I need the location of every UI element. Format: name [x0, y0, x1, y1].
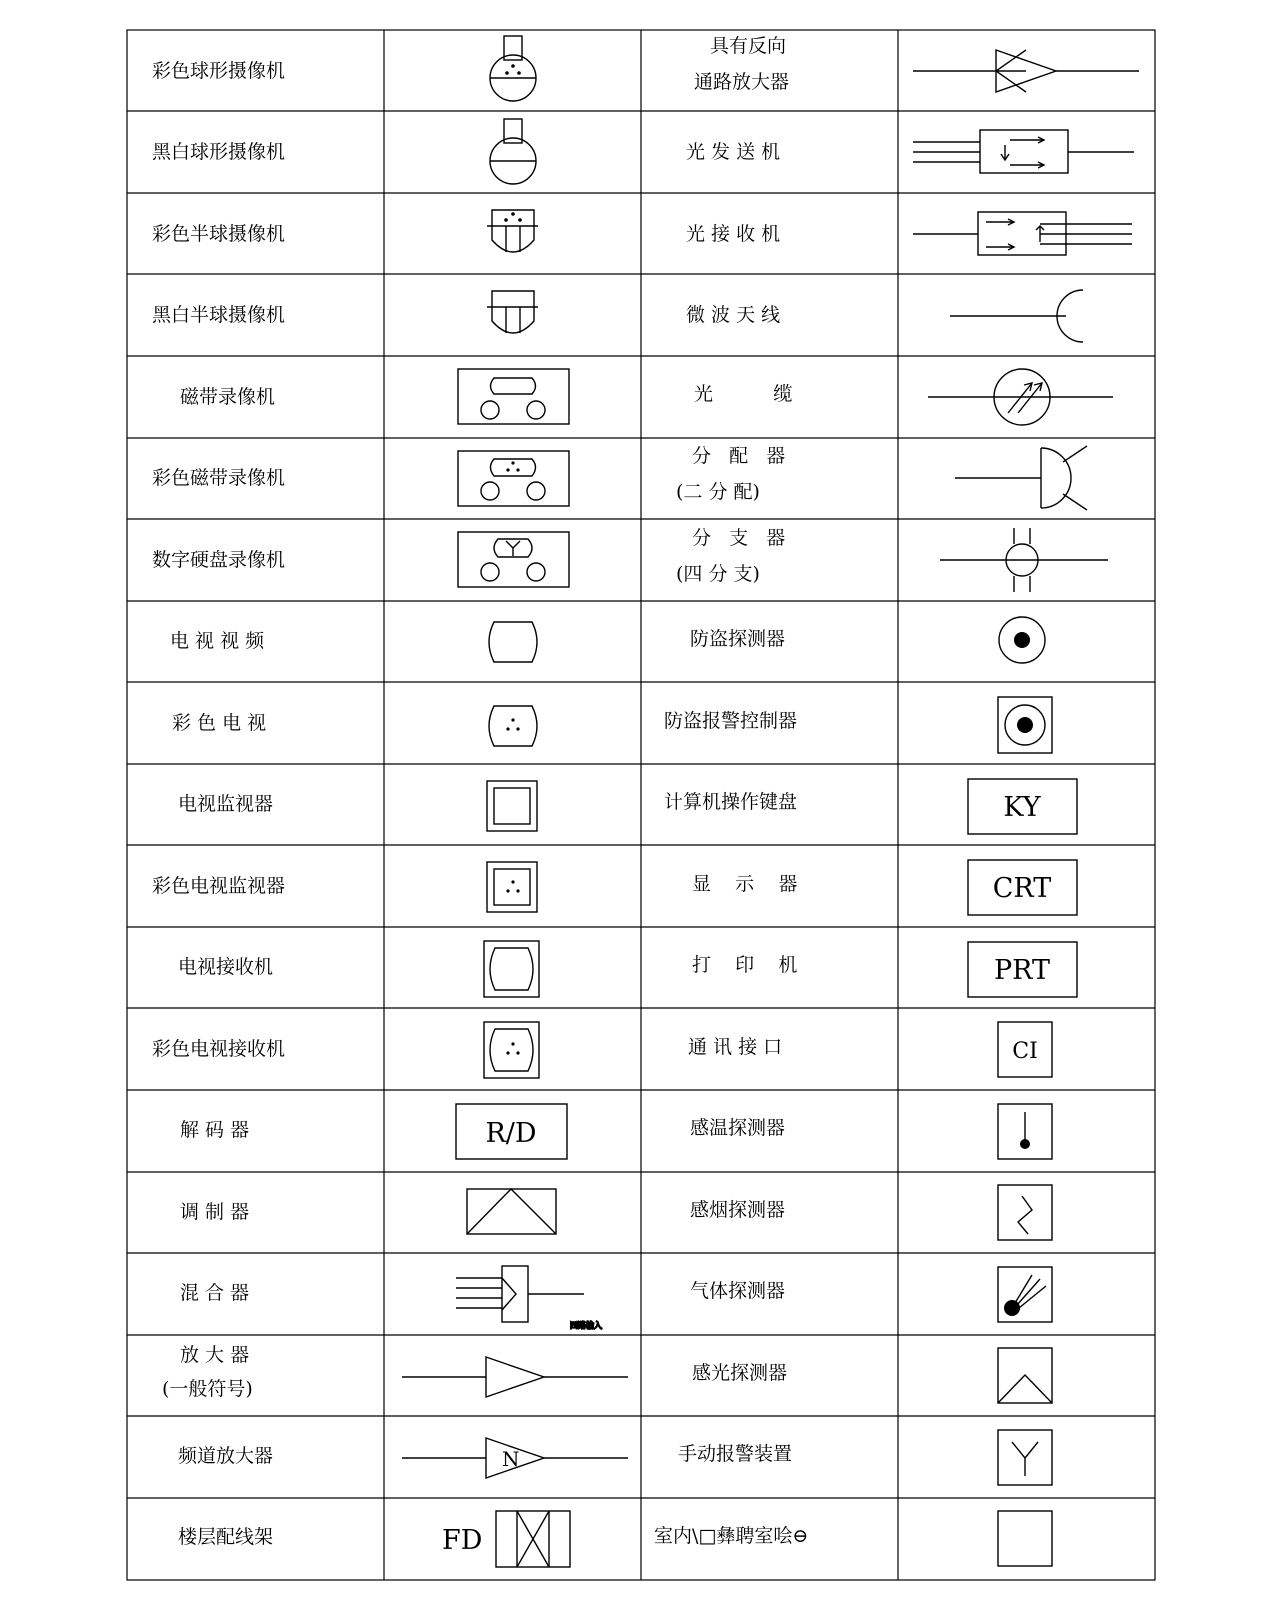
color-dome-camera-symbol	[490, 36, 536, 101]
label-channel-amplifier: 频道放大器	[178, 1445, 274, 1467]
alarm-controller-symbol	[998, 697, 1052, 753]
tv-video-symbol	[489, 622, 537, 662]
color-tv-receiver-symbol	[484, 1022, 539, 1078]
label-bw-dome-camera: 黑白球形摄像机	[152, 141, 286, 163]
label-display: 显 示 器	[692, 873, 798, 895]
label-splitter: 分 配 器	[692, 445, 786, 467]
label-digital-hdd-recorder: 数字硬盘录像机	[152, 549, 286, 571]
tap-symbol	[940, 528, 1108, 592]
decoder-symbol	[456, 1104, 567, 1159]
hdd-recorder-symbol	[458, 532, 569, 587]
tv-receiver-symbol	[484, 941, 539, 997]
smoke-detector-symbol	[998, 1185, 1052, 1240]
optical-receiver-symbol	[913, 212, 1132, 255]
reverse-amplifier-symbol	[913, 50, 1139, 92]
printer-code: PRT	[993, 955, 1051, 986]
label-reverse-amp-1: 具有反向	[710, 35, 787, 57]
label-reverse-amp-2: 通路放大器	[694, 71, 790, 93]
channel-amp-code: N	[502, 1447, 520, 1471]
label-tv-receiver: 电视接收机	[178, 956, 274, 978]
floor-frame-code: FD	[442, 1525, 483, 1556]
manual-alarm-symbol	[998, 1430, 1052, 1485]
label-tv-video: 电 视 视 频	[170, 630, 265, 652]
label-indoor-device: 室内\□彝聘室哙⊖	[654, 1525, 809, 1547]
label-printer: 打 印 机	[692, 954, 798, 976]
label-color-tv-monitor: 彩色电视监视器	[152, 875, 286, 897]
tape-recorder-symbol	[458, 369, 569, 424]
right-labels	[654, 35, 808, 1547]
printer-symbol	[968, 942, 1077, 997]
optical-cable-symbol	[928, 369, 1113, 425]
label-intrusion-detector: 防盗探测器	[690, 628, 786, 650]
color-tv-monitor-symbol	[487, 862, 537, 912]
label-floor-frame: 楼层配线架	[178, 1526, 274, 1548]
label-color-half-dome-camera: 彩色半球摄像机	[152, 223, 286, 245]
label-keyboard: 计算机操作键盘	[664, 791, 798, 813]
comm-port-symbol	[998, 1022, 1052, 1077]
color-half-dome-symbol	[487, 210, 538, 252]
intrusion-detector-symbol	[999, 617, 1045, 663]
label-color-tv: 彩 色 电 视	[172, 712, 267, 734]
comm-port-code: CI	[1012, 1039, 1038, 1064]
display-code: CRT	[992, 873, 1052, 904]
label-comm-port: 通 讯 接 口	[688, 1036, 783, 1058]
decoder-code: R/D	[485, 1118, 537, 1149]
keyboard-code: KY	[1003, 792, 1041, 823]
color-tape-recorder-symbol	[458, 451, 569, 506]
label-color-tv-receiver: 彩色电视接收机	[152, 1038, 286, 1060]
splitter-symbol	[955, 446, 1087, 510]
keyboard-symbol	[968, 779, 1077, 834]
label-modulator: 调 制 器	[180, 1201, 250, 1223]
right-symbols	[913, 50, 1139, 1566]
label-tap: 分 支 器	[692, 527, 786, 549]
left-labels	[152, 60, 285, 1548]
bw-half-dome-symbol	[487, 291, 538, 333]
label-decoder: 解 码 器	[180, 1119, 250, 1141]
label-tap-four: (四 分 支)	[676, 563, 760, 585]
microwave-antenna-symbol	[950, 290, 1083, 342]
label-amplifier: 放 大 器	[180, 1344, 250, 1366]
label-bw-half-dome-camera: 黑白半球摄像机	[152, 304, 286, 326]
optical-transmitter-symbol	[913, 130, 1134, 173]
modulator-symbol	[467, 1189, 556, 1234]
floor-frame-symbol	[442, 1511, 570, 1567]
label-color-tape-recorder: 彩色磁带录像机	[152, 467, 286, 489]
label-light-detector: 感光探测器	[692, 1362, 788, 1384]
light-detector-symbol	[998, 1348, 1052, 1403]
label-manual-alarm: 手动报警装置	[678, 1443, 793, 1465]
channel-amplifier-symbol	[402, 1438, 628, 1478]
bw-dome-camera-symbol	[490, 119, 536, 184]
indoor-device-symbol	[998, 1511, 1052, 1566]
label-gas-detector: 气体探测器	[690, 1280, 786, 1302]
color-tv-symbol	[489, 706, 537, 746]
label-color-dome-camera: 彩色球形摄像机	[152, 60, 286, 82]
label-tape-recorder: 磁带录像机	[180, 386, 276, 408]
label-microwave-antenna: 微 波 天 线	[686, 304, 781, 326]
display-symbol	[968, 860, 1077, 915]
gas-detector-symbol	[998, 1267, 1052, 1322]
mixer-note: 四路输入	[570, 1320, 602, 1330]
label-optical-cable: 光 缆	[694, 383, 793, 405]
label-amplifier-general: (一般符号)	[162, 1378, 253, 1400]
label-smoke-detector: 感烟探测器	[690, 1199, 786, 1221]
amplifier-symbol	[402, 1357, 628, 1397]
label-optical-transmitter: 光 发 送 机	[686, 141, 781, 163]
label-heat-detector: 感温探测器	[690, 1117, 786, 1139]
mixer-symbol	[456, 1266, 602, 1330]
heat-detector-symbol	[998, 1104, 1052, 1159]
label-splitter-two: (二 分 配)	[676, 481, 760, 503]
label-optical-receiver: 光 接 收 机	[686, 223, 781, 245]
tv-monitor-symbol	[487, 781, 537, 831]
label-mixer: 混 合 器	[180, 1282, 250, 1304]
label-alarm-controller: 防盗报警控制器	[664, 710, 798, 732]
left-symbols	[402, 36, 628, 1567]
label-tv-monitor: 电视监视器	[178, 793, 274, 815]
